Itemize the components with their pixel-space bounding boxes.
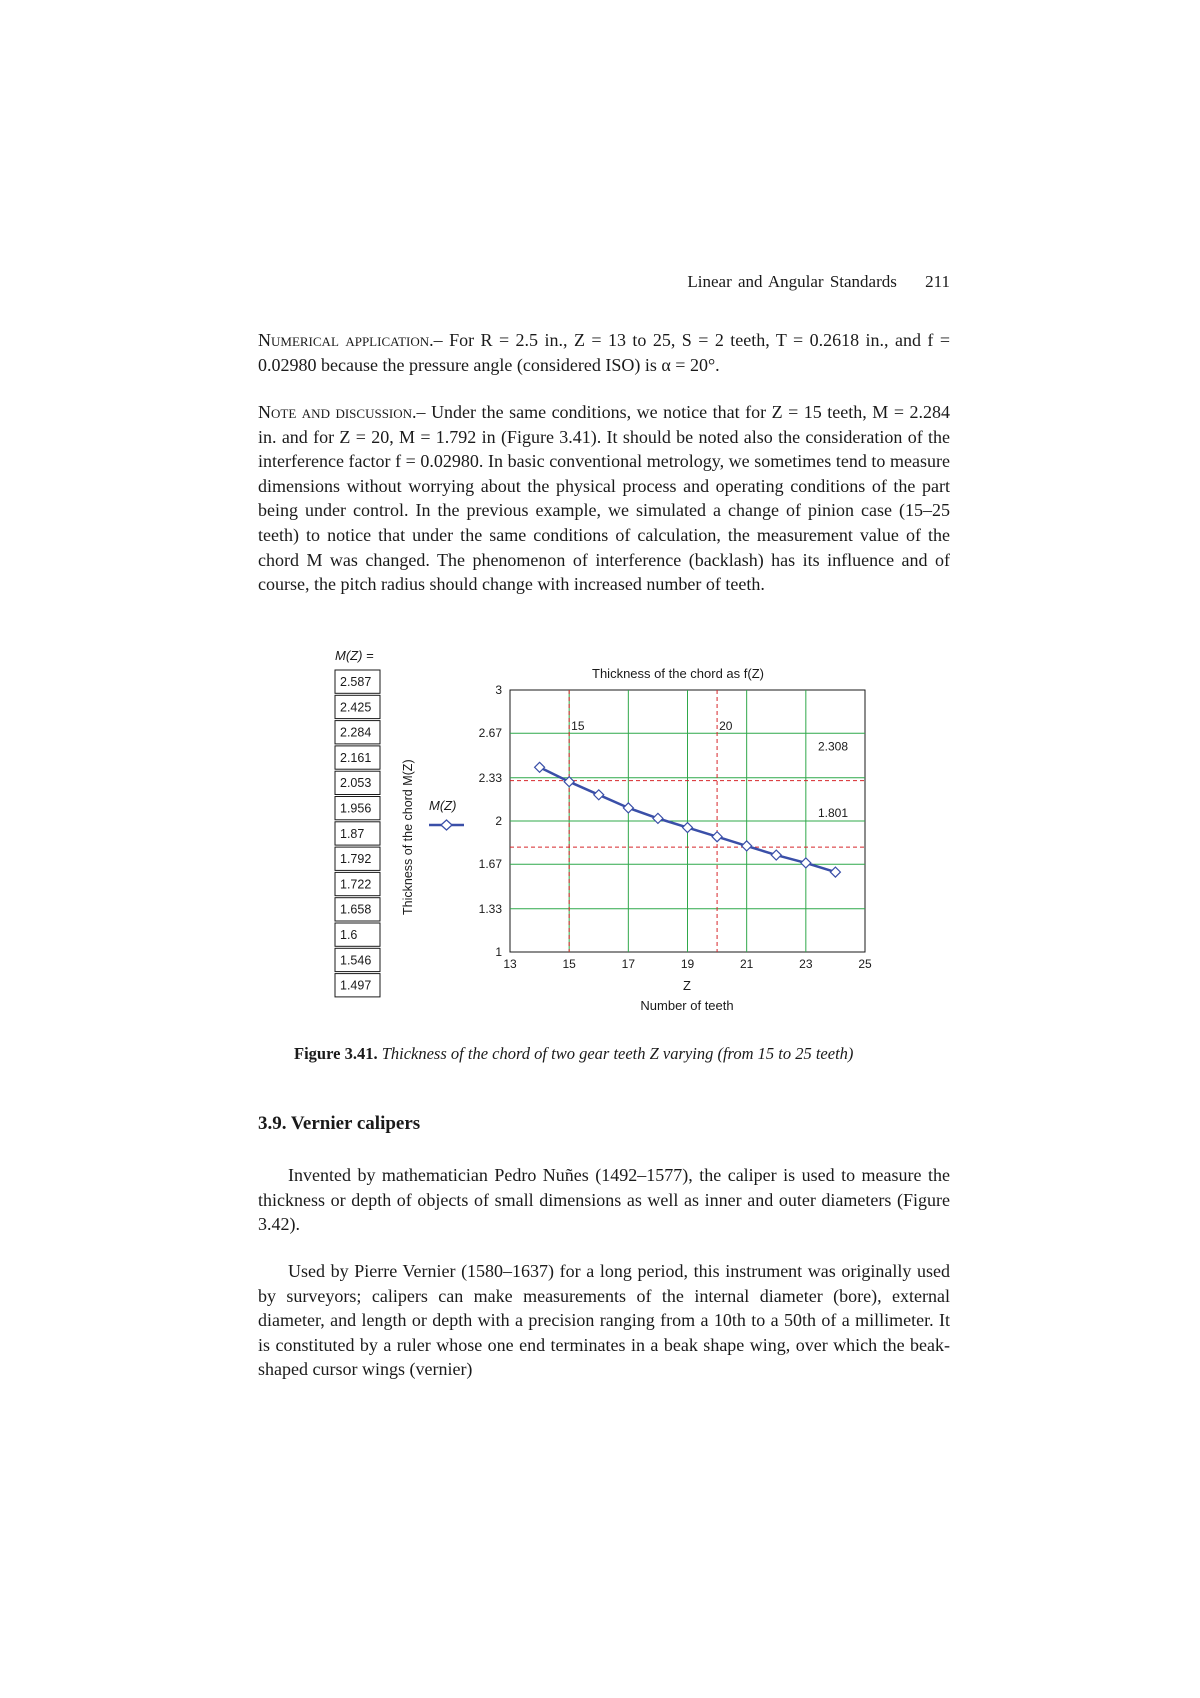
x-tick-label: 19 — [680, 957, 695, 971]
y-tick-label: 2.67 — [478, 726, 502, 741]
table-value: 1.546 — [340, 953, 372, 968]
x-ticks — [503, 957, 872, 971]
x-axis-label-secondary: Number of teeth — [640, 998, 734, 1013]
note-discussion-paragraph — [258, 400, 950, 597]
x-tick-label: 21 — [739, 957, 754, 971]
table-value: 2.284 — [340, 725, 372, 740]
table-value: 1.497 — [340, 978, 372, 993]
y-ticks — [479, 683, 503, 959]
table-value: 2.053 — [340, 776, 372, 791]
paragraph-1: Invented by mathematician Pedro Nuñes (1492–1577), the caliper is used to measure the thickness or depth of objects of small dimensions as well as inner and outer diameters (Figure 3.42). — [258, 1165, 950, 1235]
x-tick-label: 23 — [799, 957, 813, 971]
table-value: 1.6 — [340, 928, 358, 942]
table-value: 1.722 — [340, 877, 372, 892]
chart-title: Thickness of the chord as f(Z) — [592, 666, 764, 681]
numerical-application-paragraph — [258, 328, 950, 377]
x-tick-label: 15 — [562, 957, 576, 971]
x-tick-label: 17 — [621, 957, 636, 971]
numerical-application-lead: Numerical application.– — [258, 330, 450, 350]
guide-label-horizontal: 1.801 — [818, 806, 849, 821]
x-tick-label: 13 — [503, 957, 517, 971]
section-heading: 3.9. Vernier calipers — [258, 1113, 421, 1134]
guide-label-vertical: 15 — [571, 719, 585, 733]
figure-caption — [294, 1044, 914, 1064]
figure-chart — [330, 640, 900, 1040]
table-value: 2.161 — [340, 750, 372, 765]
figure-label: Figure 3.41. — [294, 1044, 378, 1063]
value-table — [335, 670, 380, 997]
legend-marker — [441, 820, 452, 830]
y-tick-label: 3 — [495, 683, 502, 697]
y-tick-label: 2.33 — [478, 770, 502, 785]
numerical-application-body: For R = 2.5 in., Z = 13 to 25, S = 2 teeth, T = 0.2618 in., and f = 0.02980 because the pressure angle (considered ISO) is α = 20°. — [258, 330, 950, 375]
page-number: 211 — [925, 272, 950, 291]
y-tick-label: 1.33 — [478, 901, 502, 916]
x-tick-label: 25 — [858, 957, 872, 971]
note-discussion-lead: Note and discussion.– — [258, 402, 432, 422]
table-value: 1.658 — [340, 902, 372, 917]
table-value: 1.87 — [340, 826, 365, 841]
guide-label-vertical: 20 — [719, 719, 733, 733]
table-value: 1.792 — [340, 852, 372, 867]
x-axis-label: Z — [683, 978, 691, 993]
paragraph-2: Used by Pierre Vernier (1580–1637) for a long period, this instrument was originally used by surveyors; calipers can make measurements of the internal diameter (bore), external diameter, and length or depth with a precision ranging from a 10th to a 50th of a millimeter. It is constituted by a ruler whose one end terminates in a beak shape wing, over which the beak-shaped cursor wings (vernier) — [258, 1261, 950, 1380]
table-header: M(Z) = — [335, 648, 374, 663]
y-axis-label: Thickness of the chord M(Z) — [401, 759, 415, 915]
table-value: 1.956 — [340, 801, 372, 816]
table-value: 2.425 — [340, 700, 372, 715]
y-tick-label: 2 — [495, 814, 502, 828]
running-title: Linear and Angular Standards — [687, 272, 897, 291]
y-tick-label: 1.67 — [478, 857, 502, 872]
y-tick-label: 1 — [495, 945, 502, 959]
running-head — [687, 272, 950, 292]
guide-label-horizontal: 2.308 — [818, 739, 849, 754]
note-discussion-body: Under the same conditions, we notice that for Z = 15 teeth, M = 2.284 in. and for Z = 20, M = 1.792 in (Figure 3.41). It should be noted also the consideration of the interference factor f = 0.02980. In basic conventional metrology, we sometimes tend to measure dimensions without worrying about the physical process and operating conditions of the part being under control. In the previous example, we simulated a change of pinion case (15–25 teeth) to notice that under the same conditions of calculation, the measurement value of the chord M was changed. The phenomenon of interference (backlash) has its influence and of course, the pitch radius should change with increased number of teeth. — [258, 402, 950, 595]
legend-label: M(Z) — [429, 798, 457, 813]
table-value: 2.587 — [340, 675, 372, 689]
figure-caption-text: Thickness of the chord of two gear teeth Z varying (from 15 to 25 teeth) — [381, 1044, 854, 1063]
